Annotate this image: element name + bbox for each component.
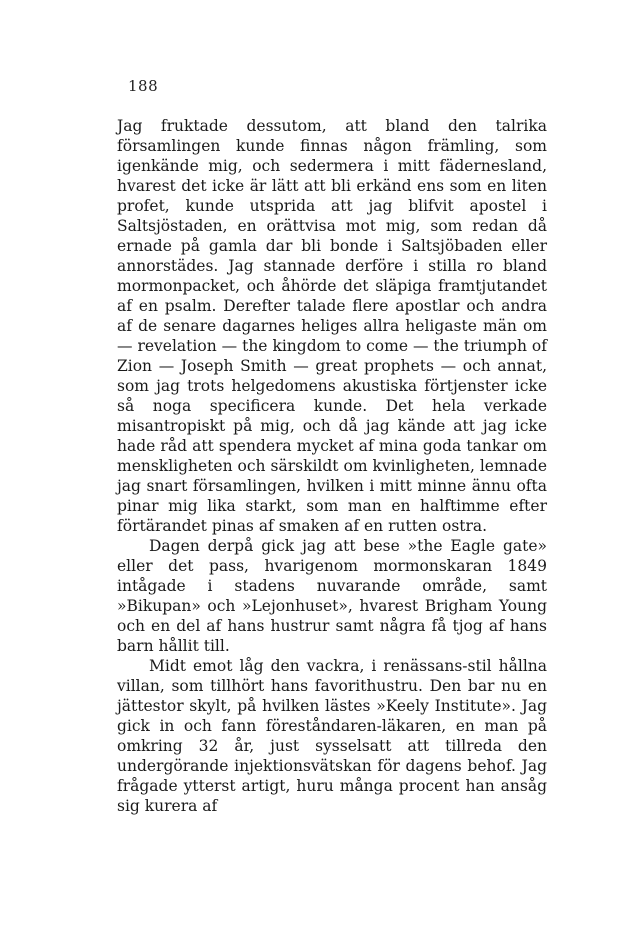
page-number: 188 [128,77,159,95]
paragraph-2: Dagen derpå gick jag att bese »the Eagle gate» eller det pass, hvarigenom mormonskaran 1849 intågade i stadens nuvarande område, samt »Bikupan» och »Lejonhuset», hvarest Brigham Young och en del af hans hustrur samt några få tjog af hans barn hållit till. [117,537,547,655]
paragraph-1: Jag fruktade dessutom, att bland den talrika församlingen kunde finnas någon främling, som igenkände mig, och sedermera i mitt fädernesland, hvarest det icke är lätt att bli erkänd ens som en liten profet, kunde utsprida att jag blifvit apostel i Saltsjöstaden, en orättvisa mot mig, som redan då ernade på gamla dar bli bonde i Saltsjöbaden eller annorstädes. Jag stannade derföre i stilla ro bland mormonpacket, och åhörde det släpiga framtjutandet af en psalm. Derefter talade flere apostlar och andra af de senare dagarnes heliges allra heligaste män om — revelation — the kingdom to come — the triumph of Zion — Joseph Smith — great prophets — och annat, som jag trots helgedomens akustiska förtjenster icke så noga speciﬁcera kunde. Det hela verkade misantropiskt på mig, och då jag kände att jag icke hade råd att spendera mycket af mina goda tankar om menskligheten och särskildt om kvinligheten, lemnade jag snart församlingen, hvilken i mitt minne ännu ofta pinar mig lika starkt, som man en halftimme efter förtärandet pinas af smaken af en rutten ostra. [117,117,547,535]
body-text [117,116,547,816]
paragraph-3: Midt emot låg den vackra, i renässans-stil hållna villan, som tillhört hans favorithustru. Den bar nu en jättestor skylt, på hvilken lästes »Keely Institute». Jag gick in och fann föreståndaren-läkaren, en man på omkring 32 år, just sysselsatt att tillreda den undergörande injektionsvätskan för dagens behof. Jag frågade ytterst artigt, huru många procent han ansåg sig kurera af [117,657,547,815]
